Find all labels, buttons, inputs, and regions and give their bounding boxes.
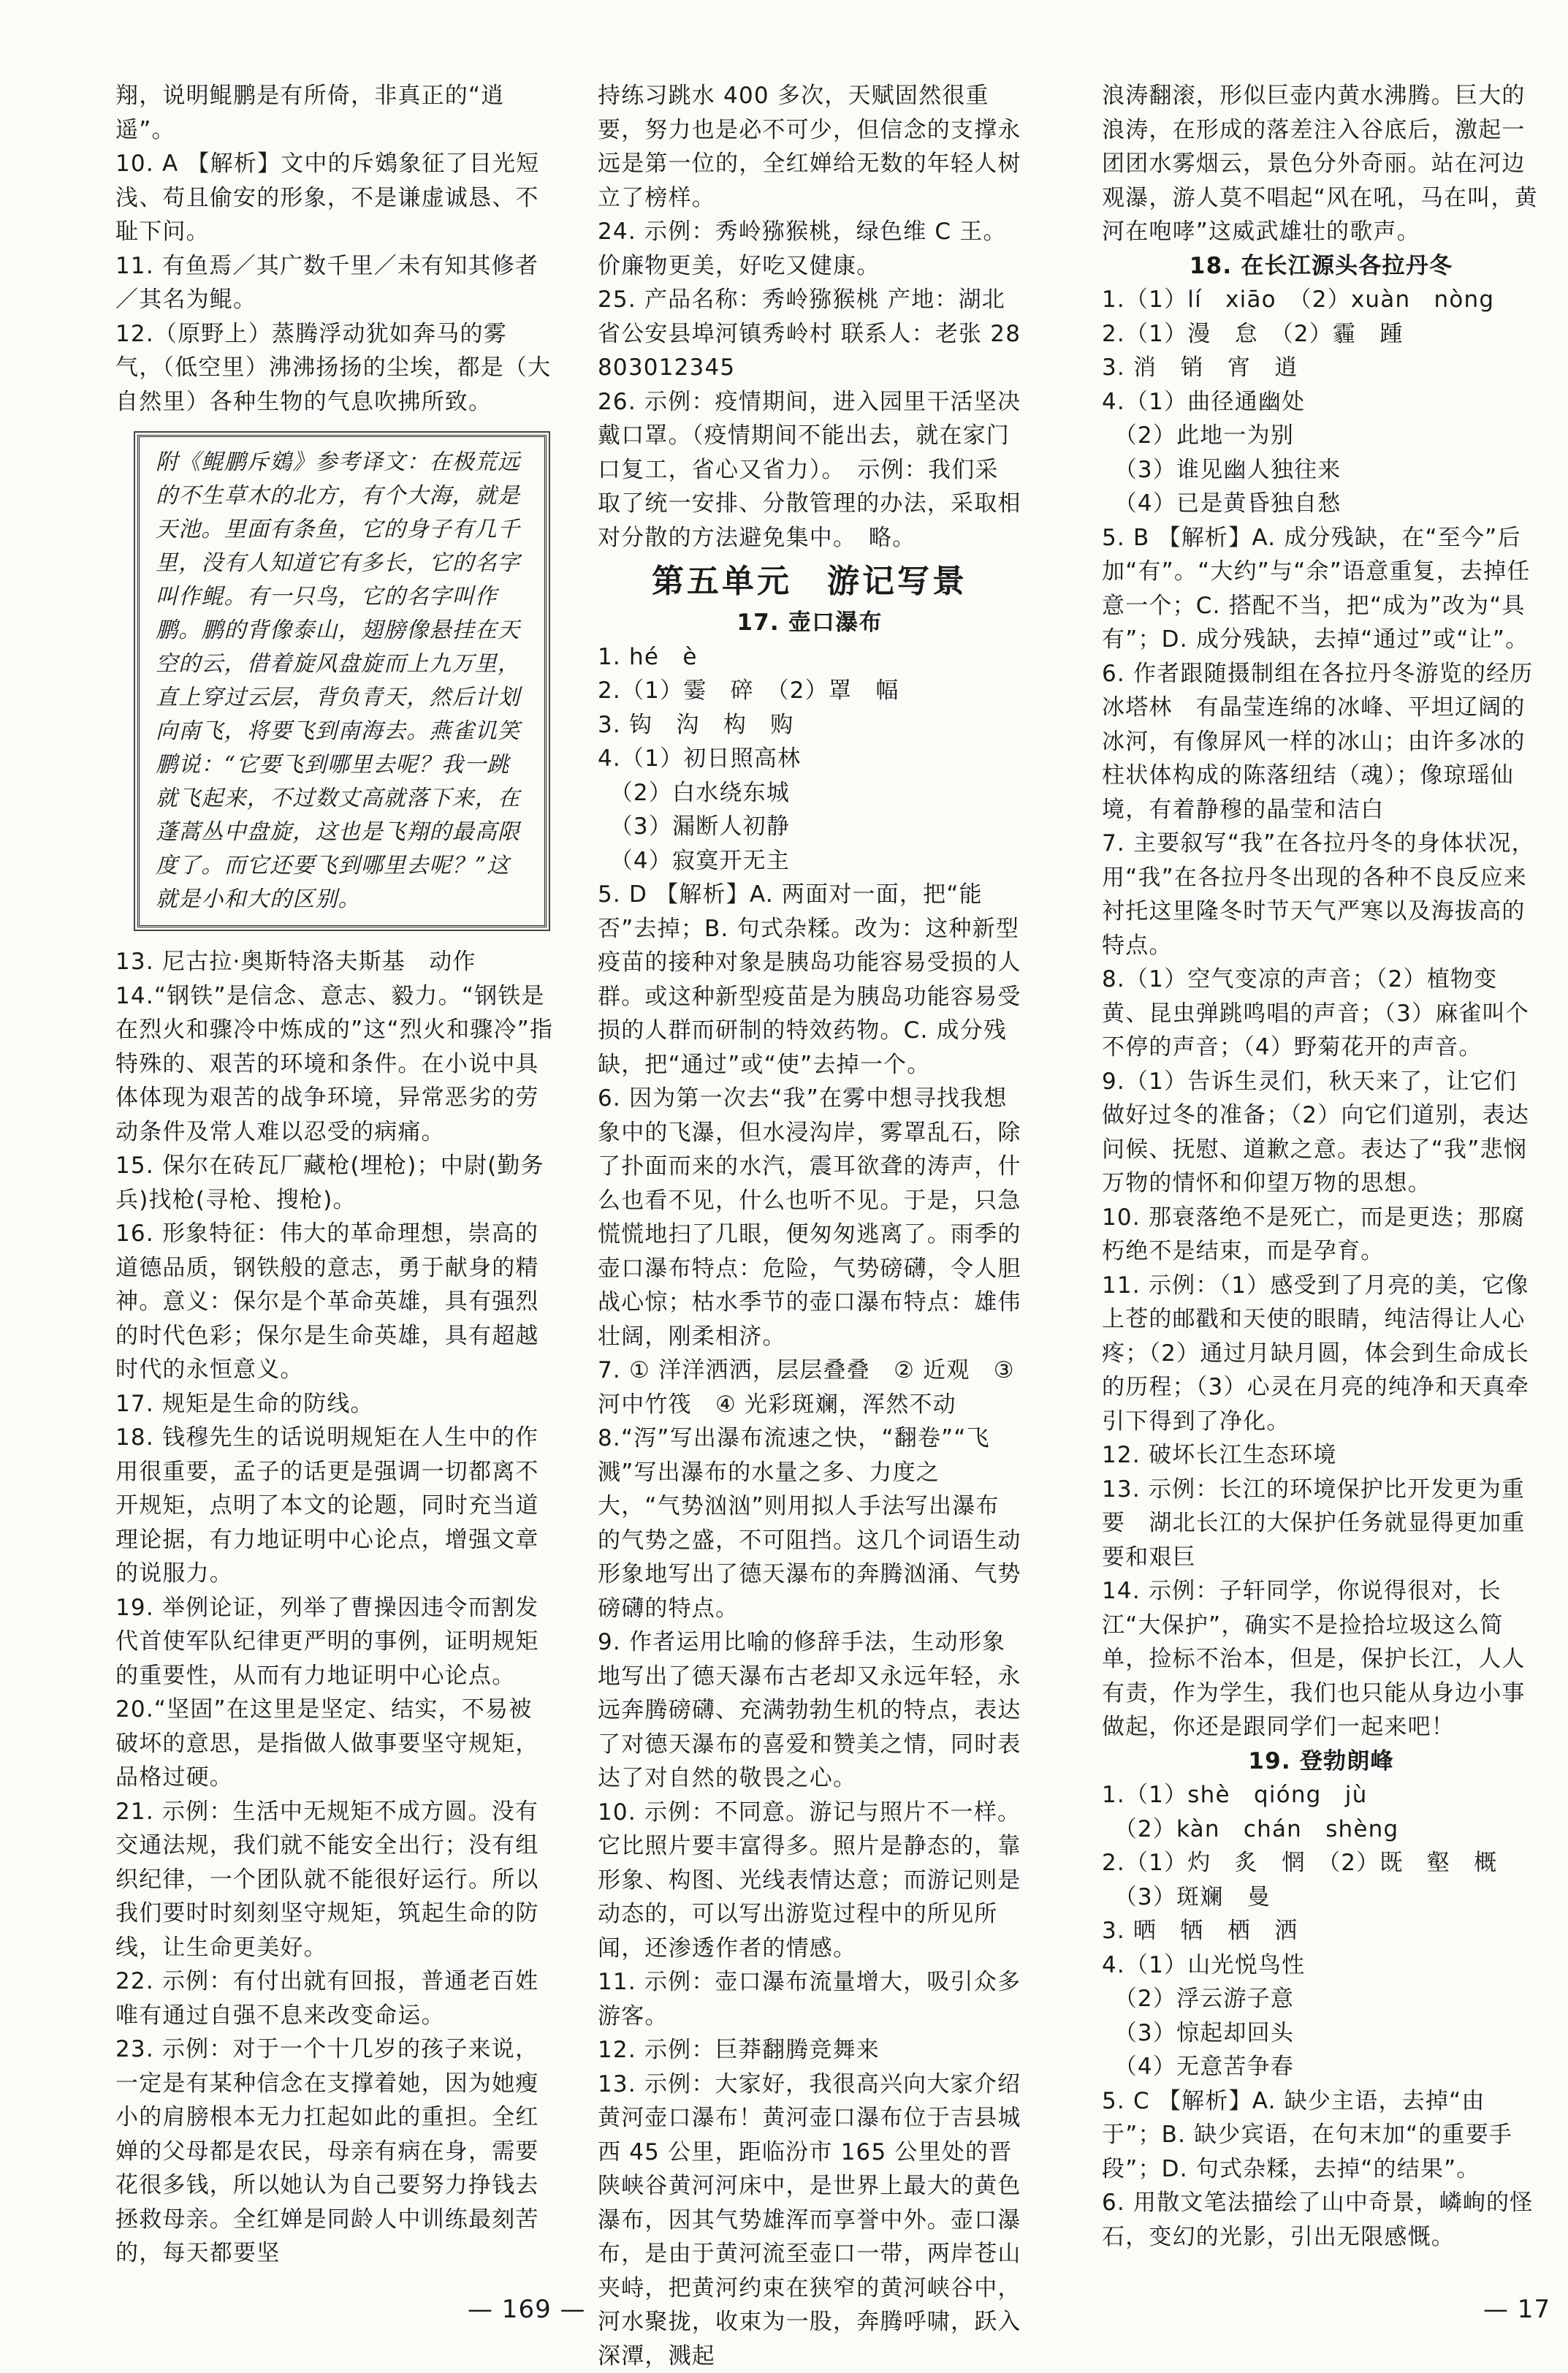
lesson-title: 17. 壶口瀑布 <box>598 606 1021 640</box>
answer-item: 6. 因为第一次去“我”在雾中想寻找我想象中的飞瀑，但水浸沟岸，雾罩乱石，除了扑面而来的水汽，震耳欲聋的涛声，什么也看不见，什么也听不见。于是，只急慌慌地扫了几眼，便匆匆逃离了。雨季的壶口瀑布特点：危险，气势磅礴，令人胆战心惊；枯水季节的壶口瀑布特点：雄伟壮阔，刚柔相济。 <box>598 1082 1021 1353</box>
answer-item: 8.“泻”写出瀑布流速之快，“翻卷”“飞溅”写出瀑布的水量之多、力度之大，“气势汹汹”则用拟人手法写出瀑布的气势之盛，不可阻挡。这几个词语生动形象地写出了德天瀑布的奔腾汹涌、气势磅礴的特点。 <box>598 1421 1021 1625</box>
answer-item: 22. 示例：有付出就有回报，普通老百姓唯有通过自强不息来改变命运。 <box>115 1964 554 2032</box>
answer-item: 12. 破坏长江生态环境 <box>1102 1438 1540 1473</box>
answer-item: 20.“坚固”在这里是坚定、结实，不易被破坏的意思，是指做人做事要坚守规矩，品格过硬。 <box>115 1693 554 1795</box>
answer-item: 1.（1）lí xiāo （2）xuàn nòng <box>1102 283 1540 317</box>
page-number: — 169 — <box>468 2295 586 2324</box>
answer-item: 1.（1）shè qióng jù <box>1102 1778 1540 1812</box>
answer-item: 16. 形象特征：伟大的革命理想，崇高的道德品质，钢铁般的意志，勇于献身的精神。意义：保尔是个革命英雄，具有强烈的时代色彩；保尔是生命英雄，具有超越时代的永恒意义。 <box>115 1217 554 1387</box>
answer-item: 1. hé è <box>598 640 1021 675</box>
answer-item: 12.（原野上）蒸腾浮动犹如奔马的雾气，（低空里）沸沸扬扬的尘埃，都是（大自然里）各种生物的气息吹拂所致。 <box>115 317 554 419</box>
answer-item: （4）已是黄昏独自愁 <box>1102 487 1540 521</box>
answer-item: （4）无意苦争春 <box>1102 2050 1540 2084</box>
answer-item: 11. 示例：壶口瀑布流量增大，吸引众多游客。 <box>598 1965 1021 2033</box>
answer-item: 9.（1）告诉生灵们，秋天来了，让它们做好过冬的准备；（2）向它们道别，表达问候、抚慰、道歉之意。表达了“我”悲悯万物的情怀和仰望万物的思想。 <box>1102 1065 1540 1201</box>
answer-item: 13. 示例：大家好，我很高兴向大家介绍黄河壶口瀑布！黄河壶口瀑布位于吉县城西 45 公里，距临汾市 165 公里处的晋陕峡谷黄河河床中，是世界上最大的黄色瀑布，因其气势雄浑而享誉中外。壶口瀑布，是由于黄河流至壶口一带，两岸苍山夹峙，把黄河约束在狭窄的黄河峡谷中，河水聚拢，收束为一股，奔腾呼啸，跃入深潭，溅起 <box>598 2068 1021 2373</box>
answer-item: 10. A 【解析】文中的斥鴳象征了目光短浅、苟且偷安的形象，不是谦虚诚恳、不耻下问。 <box>115 147 554 249</box>
page-number-next: — 17 <box>1483 2295 1550 2324</box>
answer-item: 12. 示例：巨莽翻腾竞舞来 <box>598 2033 1021 2068</box>
answer-item: （4）寂寞开无主 <box>598 844 1021 878</box>
answer-item: 2.（1）漫 怠 （2）霾 踵 <box>1102 317 1540 352</box>
answer-item: 24. 示例：秀岭猕猴桃，绿色维 C 王。价廉物更美，好吃又健康。 <box>598 215 1021 283</box>
column-3 <box>1102 79 1540 2254</box>
answer-item: 2.（1）灼 炙 惘 （2）既 壑 概 <box>1102 1846 1540 1880</box>
answer-item: 18. 钱穆先生的话说明规矩在人生中的作用很重要，孟子的话更是强调一切都离不开规矩，点明了本文的论题，同时充当道理论据，有力地证明中心论点，增强文章的说服力。 <box>115 1421 554 1591</box>
translation-box: 附《鲲鹏斥鴳》参考译文：在极荒远的不生草木的北方，有个大海，就是天池。里面有条鱼，它的身子有几千里，没有人知道它有多长，它的名字叫作鲲。有一只鸟，它的名字叫作鹏。鹏的背像泰山，翅膀像悬挂在天空的云，借着旋风盘旋而上九万里，直上穿过云层，背负青天，然后计划向南飞，将要飞到南海去。燕雀讥笑鹏说：“它要飞到哪里去呢？我一跳就飞起来，不过数丈高就落下来，在蓬蒿丛中盘旋，这也是飞翔的最高限度了。而它还要飞到哪里去呢？”这就是小和大的区别。 <box>137 435 547 927</box>
answer-item: （2）kàn chán shèng <box>1102 1812 1540 1847</box>
lesson-title: 19. 登勃朗峰 <box>1102 1744 1540 1779</box>
answer-item: 17. 规矩是生命的防线。 <box>115 1387 554 1421</box>
answer-item: 23. 示例：对于一个十几岁的孩子来说，一定是有某种信念在支撑着她，因为她瘦小的肩膀根本无力扛起如此的重担。全红婵的父母都是农民，母亲有病在身，需要花很多钱，所以她认为自己要努力挣钱去拯救母亲。全红婵是同龄人中训练最刻苦的，每天都要坚 <box>115 2032 554 2271</box>
answer-item: 浪涛翻滚，形似巨壶内黄水沸腾。巨大的浪涛，在形成的落差注入谷底后，激起一团团水雾烟云，景色分外奇丽。站在河边观瀑，游人莫不唱起“风在吼，马在叫，黄河在咆哮”这威武雄壮的歌声。 <box>1102 79 1540 249</box>
answer-item: （3）谁见幽人独往来 <box>1102 453 1540 487</box>
answer-item: 5. B 【解析】A. 成分残缺，在“至今”后加“有”。“大约”与“余”语意重复，去掉任意一个；C. 搭配不当，把“成为”改为“具有”；D. 成分残缺，去掉“通过”或“让”。 <box>1102 521 1540 657</box>
answer-item: 11. 有鱼焉／其广数千里／未有知其修者／其名为鲲。 <box>115 249 554 317</box>
answer-item: （2）此地一为别 <box>1102 419 1540 453</box>
answer-item: 21. 示例：生活中无规矩不成方圆。没有交通法规，我们就不能安全出行；没有组织纪律，一个团队就不能很好运行。所以我们要时时刻刻坚守规矩，筑起生命的防线，让生命更美好。 <box>115 1795 554 1965</box>
answer-item: 5. D 【解析】A. 两面对一面，把“能否”去掉；B. 句式杂糅。改为：这种新型疫苗的接种对象是胰岛功能容易受损的人群。或这种新型疫苗是为胰岛功能容易受损的人群而研制的特效药物。C. 成分残缺，把“通过”或“使”去掉一个。 <box>598 878 1021 1082</box>
answer-item: 26. 示例：疫情期间，进入园里干活坚决戴口罩。（疫情期间不能出去，就在家门口复工，省心又省力）。 示例：我们采取了统一安排、分散管理的办法，采取相对分散的方法避免集中。 略。 <box>598 385 1021 555</box>
answer-item: 25. 产品名称：秀岭猕猴桃 产地：湖北省公安县埠河镇秀岭村 联系人：老张 28803012345 <box>598 283 1021 385</box>
answer-item: （2）白水绕东城 <box>598 776 1021 810</box>
answer-item: 7. 主要叙写“我”在各拉丹冬的身体状况，用“我”在各拉丹冬出现的各种不良反应来衬托这里隆冬时节天气严寒以及海拔高的特点。 <box>1102 827 1540 963</box>
answer-item: 3. 晒 牺 栖 洒 <box>1102 1914 1540 1948</box>
answer-item: 11. 示例：（1）感受到了月亮的美，它像上苍的邮戳和天使的眼睛，纯洁得让人心疼；（2）通过月缺月圆，体会到生命成长的历程；（3）心灵在月亮的纯净和天真牵引下得到了净化。 <box>1102 1269 1540 1439</box>
answer-item: 2.（1）霎 碎 （2）罩 幅 <box>598 674 1021 708</box>
answer-item: 9. 作者运用比喻的修辞手法，生动形象地写出了德天瀑布古老却又永远年轻，永远奔腾磅礴、充满勃勃生机的特点，表达了对德天瀑布的喜爱和赞美之情，同时表达了对自然的敬畏之心。 <box>598 1625 1021 1796</box>
answer-item: 13. 尼古拉·奥斯特洛夫斯基 动作 <box>115 945 554 979</box>
answer-item: 13. 示例：长江的环境保护比开发更为重要 湖北长江的大保护任务就显得更加重要和艰巨 <box>1102 1473 1540 1575</box>
answer-item: （3）漏断人初静 <box>598 810 1021 844</box>
answer-item: 4.（1）曲径通幽处 <box>1102 385 1540 419</box>
answer-item: 6. 作者跟随摄制组在各拉丹冬游览的经历 冰塔林 有晶莹连绵的冰峰、平坦辽阔的冰河，有像屏风一样的冰山；由许多冰的柱状体构成的陈落纽结（魂）；像琼瑶仙境，有着静穆的晶莹和洁白 <box>1102 657 1540 827</box>
column-2 <box>598 79 1021 2373</box>
answer-item: 3. 消 销 宵 逍 <box>1102 351 1540 385</box>
answer-item: 14.“钢铁”是信念、意志、毅力。“钢铁是在烈火和骤冷中炼成的”这“烈火和骤冷”指特殊的、艰苦的环境和条件。在小说中具体体现为艰苦的战争环境，异常恶劣的劳动条件及常人难以忍受的病痛。 <box>115 979 554 1150</box>
answer-item: 持练习跳水 400 多次，天赋固然很重要，努力也是必不可少，但信念的支撑永远是第一位的，全红婵给无数的年轻人树立了榜样。 <box>598 79 1021 215</box>
answer-item: 10. 示例：不同意。游记与照片不一样。它比照片要丰富得多。照片是静态的，靠形象、构图、光线表情达意；而游记则是动态的，可以写出游览过程中的所见所闻，还渗透作者的情感。 <box>598 1796 1021 1966</box>
answer-item: 10. 那衰落绝不是死亡，而是更迭；那腐朽绝不是结束，而是孕育。 <box>1102 1201 1540 1269</box>
answer-item: 5. C 【解析】A. 缺少主语，去掉“由于”；B. 缺少宾语，在句末加“的重要手段”；D. 句式杂糅，去掉“的结果”。 <box>1102 2084 1540 2187</box>
answer-item: （3）惊起却回头 <box>1102 2016 1540 2051</box>
unit-title: 第五单元 游记写景 <box>598 559 1021 604</box>
answer-item: 14. 示例：子轩同学，你说得很对，长江“大保护”，确实不是捡拾垃圾这么简单，捡标不治本，但是，保护长江，人人有责，作为学生，我们也只能从身边小事做起，你还是跟同学们一起来吧！ <box>1102 1574 1540 1744</box>
lesson-title: 18. 在长江源头各拉丹冬 <box>1102 249 1540 284</box>
answer-item: （3）斑斓 曼 <box>1102 1880 1540 1915</box>
answer-item: （2）浮云游子意 <box>1102 1982 1540 2016</box>
answer-item: 4.（1）初日照高林 <box>598 742 1021 776</box>
column-1 <box>115 79 554 2271</box>
answer-item: 15. 保尔在砖瓦厂藏枪(埋枪)；中尉(勤务兵)找枪(寻枪、搜枪)。 <box>115 1149 554 1217</box>
answer-item: 7. ① 洋洋洒洒，层层叠叠 ② 近观 ③ 河中竹筏 ④ 光彩斑斓，浑然不动 <box>598 1353 1021 1421</box>
answer-item: 8.（1）空气变凉的声音；（2）植物变黄、昆虫弹跳鸣唱的声音；（3）麻雀叫个不停的声音；（4）野菊花开的声音。 <box>1102 963 1540 1065</box>
answer-item: 6. 用散文笔法描绘了山中奇景，嶙峋的怪石，变幻的光影，引出无限感慨。 <box>1102 2186 1540 2254</box>
answer-item: 19. 举例论证，列举了曹操因违令而割发代首使军队纪律更严明的事例，证明规矩的重要性，从而有力地证明中心论点。 <box>115 1591 554 1693</box>
answer-item: 3. 钩 沟 构 购 <box>598 708 1021 743</box>
answer-item: 4.（1）山光悦鸟性 <box>1102 1948 1540 1983</box>
answer-item: 翔，说明鲲鹏是有所倚，非真正的“逍遥”。 <box>115 79 554 147</box>
